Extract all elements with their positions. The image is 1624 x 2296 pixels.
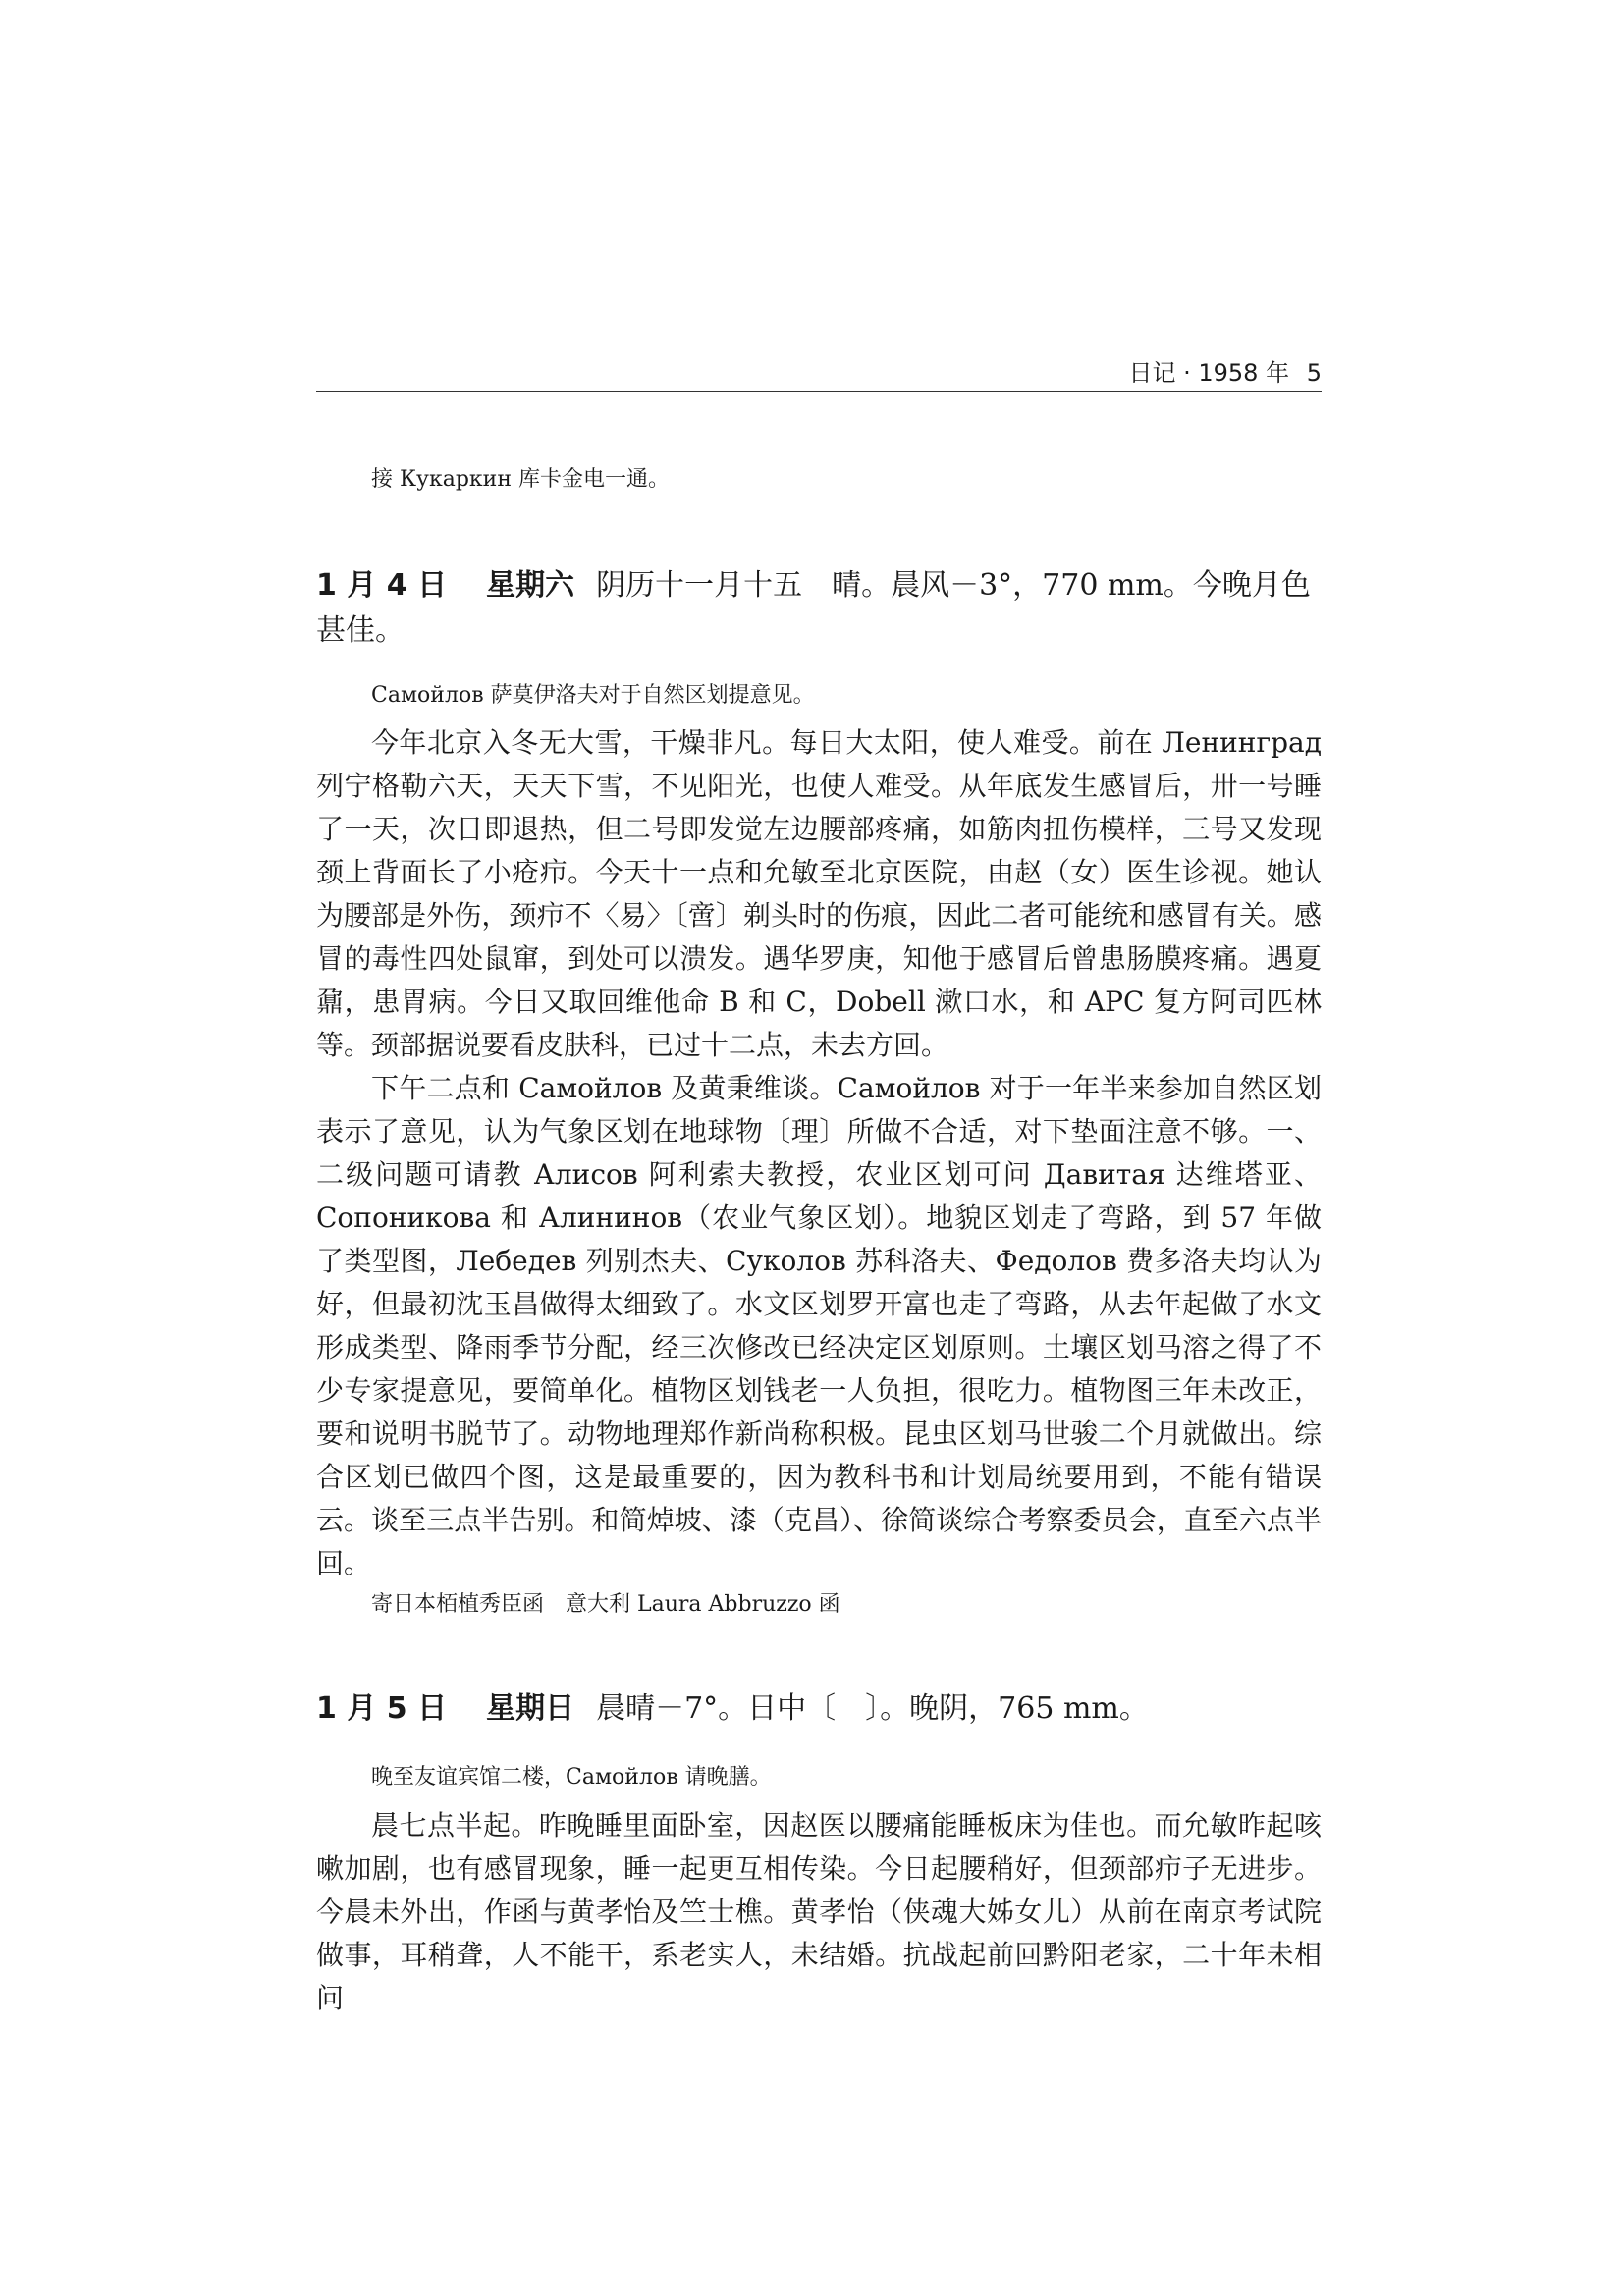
entry-body-jan4 [316,721,1322,1585]
entry-heading-jan4 [316,563,1322,654]
paragraph: 今年北京入冬无大雪，干燥非凡。每日大太阳，使人难受。前在 Ленинград 列宁格勒六天，天天下雪，不见阳光，也使人难受。从年底发生感冒后，卅一号睡了一天，次日即退热，但二号即发觉左边腰部疼痛，如筋肉扭伤模样，三号又发现颈上背面长了小疮疖。今天十一点和允敏至北京医院，由赵（女）医生诊视。她认为腰部是外伤，颈疖不〈易〉〔啻〕剃头时的伤痕，因此二者可能统和感冒有关。感冒的毒性四处鼠窜，到处可以溃发。遇华罗庚，知他于感冒后曾患肠膜疼痛。遇夏鼐，患胃病。今日又取回维他命 B 和 C，Dobell 漱口水，和 APC 复方阿司匹林等。颈部据说要看皮肤科，已过十二点，未去方回。 [316,726,1322,1061]
entry-weather: 晨晴－7°。日中〔 〕。晚阴，765 mm。 [596,1691,1149,1726]
entry-weekday: 星期六 [486,568,575,603]
running-head-title: 日记 · 1958 年 [1128,359,1290,387]
header-rule [316,391,1322,392]
entry-weather: 阴历十一月十五 晴。晨风－3°，770 mm。今晚月色甚佳。 [316,568,1311,648]
entry-note: Самойлов 萨莫伊洛夫对于自然区划提意见。 [371,683,815,708]
entry-date: 1 月 4 日 [316,568,448,603]
intro-note: 接 Кукаркин 库卡金电一通。 [371,467,670,492]
entry-heading-jan5 [316,1686,1322,1732]
page-number: 5 [1306,359,1322,387]
entry-body-jan5 [316,1804,1322,2020]
running-head [316,353,1322,388]
paragraph: 晨七点半起。昨晚睡里面卧室，因赵医以腰痛能睡板床为佳也。而允敏昨起咳嗽加剧，也有感冒现象，睡一起更互相传染。今日起腰稍好，但颈部疖子无进步。今晨未外出，作函与黄孝怡及竺士樵。黄孝怡（侠魂大姊女儿）从前在南京考试院做事，耳稍聋，人不能干，系老实人，未结婚。抗战起前回黔阳老家，二十年未相问 [316,1809,1322,2014]
closing-note: 寄日本栢植秀臣函 意大利 Laura Abbruzzo 函 [371,1592,840,1617]
entry-weekday: 星期日 [486,1691,575,1726]
entry-date: 1 月 5 日 [316,1691,448,1726]
paragraph: 下午二点和 Самойлов 及黄秉维谈。Самойлов 对于一年半来参加自然区划表示了意见，认为气象区划在地球物〔理〕所做不合适，对下垫面注意不够。一、二级问题可请教 Алисов 阿利索夫教授，农业区划可问 Давитая 达维塔亚、Сопоникова 和 Алининов（农业气象区划）。地貌区划走了弯路，到 57 年做了类型图，Лебедев 列别杰夫、Суколов 苏科洛夫、Федолов 费多洛夫均认为好，但最初沈玉昌做得太细致了。水文区划罗开富也走了弯路，从去年起做了水文形成类型、降雨季节分配，经三次修改已经决定区划原则。土壤区划马溶之得了不少专家提意见，要简单化。植物区划钱老一人负担，很吃力。植物图三年未改正，要和说明书脱节了。动物地理郑作新尚称积极。昆虫区划马世骏二个月就做出。综合区划已做四个图，这是最重要的，因为教科书和计划局统要用到，不能有错误云。谈至三点半告别。和简焯坡、漆（克昌）、徐简谈综合考察委员会，直至六点半回。 [316,1072,1322,1579]
entry-note: 晚至友谊宾馆二楼，Самойлов 请晚膳。 [371,1765,772,1789]
